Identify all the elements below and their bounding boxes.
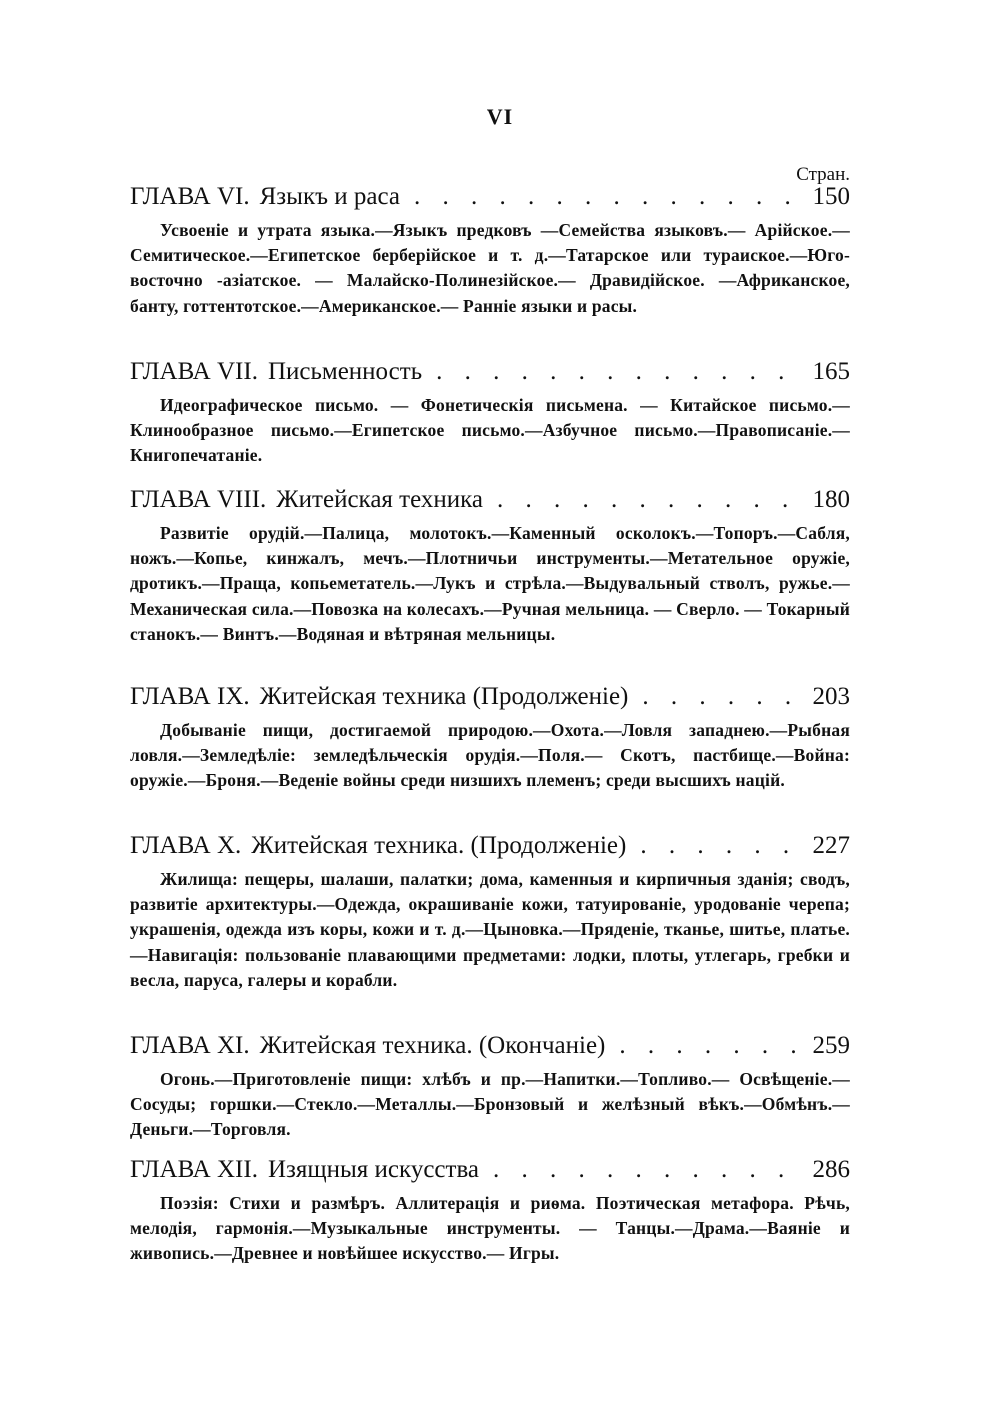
chapter-title: Житейская техника (Продолженіе) bbox=[259, 683, 629, 710]
chapter-summary: Жилища: пещеры, шалаши, палатки; дома, каменныя и кирпичныя зданія; сводъ, развитіе архитектуры.—Одежда, окрашиваніе кожи, татуированіе, уродованіе черепа; украшенія, одежда изъ коры, кожи и т. д.—Цыновка.—Пряденіе, тканье, шитье, платье.—Навигація: пользованіе плавающими предметами: лодки, плоты, утлегарь, гребки и весла, паруса, галеры и корабли. bbox=[130, 869, 850, 990]
dot-leader bbox=[414, 182, 800, 212]
chapter-heading bbox=[130, 831, 850, 861]
chapter-heading bbox=[130, 1031, 850, 1061]
dot-leader bbox=[619, 1031, 800, 1061]
chapter-label: ГЛАВА VIII. bbox=[130, 486, 267, 513]
chapter-title: Изящныя искусства bbox=[267, 1156, 480, 1183]
page-column-header: Стран. bbox=[796, 164, 850, 185]
chapter-entry-vi bbox=[130, 182, 850, 319]
chapter-heading bbox=[130, 485, 850, 515]
chapter-summary: Усвоеніе и утрата языка.—Языкъ предковъ —Семейства языковъ.— Арійское.—Семитическое.—Египетское берберійское и т. д.—Татарское или тураиское.—Юго-восточно -азіатское. — Малайско-Полинезійское.— Дравидійское. —Африканское, банту, готтентотское.—Американское.— Ранніе языки и расы. bbox=[130, 220, 850, 316]
chapter-summary: Огонь.—Приготовленіе пищи: хлѣбъ и пр.—Напитки.—Топливо.— Освѣщеніе.—Сосуды; горшки.—Стекло.—Металлы.—Бронзовый и желѣзный вѣкъ.—Обмѣнъ.—Деньги.—Торговля. bbox=[130, 1069, 850, 1140]
chapter-entry-xii bbox=[130, 1155, 850, 1267]
chapter-page-number: 150 bbox=[812, 183, 850, 210]
chapter-label: ГЛАВА X. bbox=[130, 832, 242, 859]
chapter-title: Житейская техника bbox=[276, 486, 483, 513]
chapter-label: ГЛАВА VII. bbox=[130, 358, 258, 385]
chapter-label: ГЛАВА IX. bbox=[130, 683, 250, 710]
chapter-label: ГЛАВА XI. bbox=[130, 1032, 250, 1059]
chapter-summary: Развитіе орудій.—Палица, молотокъ.—Каменный осколокъ.—Топоръ.—Сабля, ножъ.—Копье, кинжалъ, мечъ.—Плотничьи инструменты.—Метательное оружіе, дротикъ.—Праща, копьеметатель.—Лукъ и стрѣла.—Выдувальный стволъ, ружье.—Механическая сила.—Повозка на колесахъ.—Ручная мельница. — Сверло. — Токарный станокъ.— Винтъ.—Водяная и вѣтряная мельницы. bbox=[130, 523, 850, 644]
chapter-summary: Добываніе пищи, достигаемой природою.—Охота.—Ловля западнею.—Рыбная ловля.—Земледѣліе: земледѣльческія орудія.—Поля.— Скотъ, пастбище.—Война: оружіе.—Броня.—Веденіе войны среди низшихъ племенъ; среди высшихъ націй. bbox=[130, 720, 850, 791]
chapter-heading bbox=[130, 1155, 850, 1185]
chapter-page-number: 227 bbox=[812, 832, 850, 859]
chapter-page-number: 165 bbox=[812, 358, 850, 385]
chapter-summary: Поэзія: Стихи и размѣръ. Аллитерація и риѳма. Поэтическая метафора. Рѣчь, мелодія, гармонія.—Музыкальные инструменты. — Танцы.—Драма.—Ваяніе и живопись.—Древнее и новѣйшее искусство.— Игры. bbox=[130, 1193, 850, 1264]
chapter-summary: Идеографическое письмо. — Фонетическія письмена. — Китайское письмо.—Клинообразное письмо.—Египетское письмо.—Азбучное письмо.—Правописаніе.—Книгопечатаніе. bbox=[130, 395, 850, 466]
chapter-entry-x bbox=[130, 831, 850, 993]
chapter-entry-xi bbox=[130, 1031, 850, 1143]
chapter-entry-vii bbox=[130, 357, 850, 469]
page-number: VI bbox=[486, 104, 514, 129]
chapter-heading bbox=[130, 182, 850, 212]
dot-leader bbox=[436, 357, 800, 387]
chapter-label: ГЛАВА XII. bbox=[130, 1156, 258, 1183]
dot-leader bbox=[642, 682, 800, 712]
chapter-title: Языкъ и раса bbox=[259, 183, 401, 210]
chapter-entry-ix bbox=[130, 682, 850, 794]
chapter-page-number: 286 bbox=[812, 1156, 850, 1183]
dot-leader bbox=[493, 1155, 800, 1185]
chapter-label: ГЛАВА VI. bbox=[130, 183, 250, 210]
chapter-heading bbox=[130, 682, 850, 712]
dot-leader bbox=[497, 485, 800, 515]
chapter-page-number: 180 bbox=[812, 486, 850, 513]
chapter-title: Письменность bbox=[267, 358, 423, 385]
chapter-page-number: 203 bbox=[812, 683, 850, 710]
chapter-page-number: 259 bbox=[812, 1032, 850, 1059]
dot-leader bbox=[640, 831, 800, 861]
chapter-heading bbox=[130, 357, 850, 387]
chapter-title: Житейская техника. (Окончаніе) bbox=[259, 1032, 606, 1059]
chapter-entry-viii bbox=[130, 485, 850, 647]
chapter-title: Житейская техника. (Продолженіе) bbox=[251, 832, 627, 859]
